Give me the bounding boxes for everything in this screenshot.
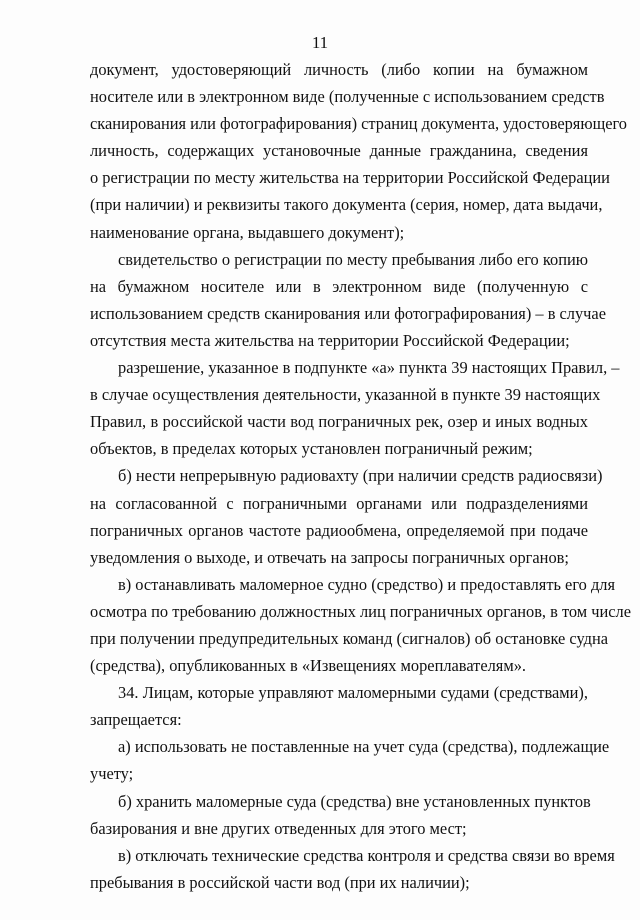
text-line: наименование органа, выдавшего документ); <box>90 222 405 242</box>
text-line: использованием средств сканирования или фотографирования) – в случае <box>90 303 606 323</box>
paragraph-item-b <box>90 788 591 842</box>
text-line: в) останавливать маломерное судно (средство) и предоставлять его для <box>118 574 615 594</box>
paragraph-stop-vessel <box>90 571 632 679</box>
text-line: личность, содержащих установочные данные гражданина, сведения <box>90 141 588 161</box>
text-line: на бумажном носителе или в электронном виде (полученную с <box>90 276 588 296</box>
text-line: разрешение, указанное в подпункте «а» пункта 39 настоящих Правил, – <box>118 358 620 378</box>
text-line: пребывания в российской части вод (при их наличии); <box>90 872 470 892</box>
text-line: б) хранить маломерные суда (средства) вне установленных пунктов <box>118 791 591 811</box>
paragraph-identity-document <box>90 56 627 246</box>
document-body <box>90 56 632 896</box>
text-line: учету; <box>90 764 134 784</box>
text-line: о регистрации по месту жительства на территории Российской Федерации <box>90 168 610 188</box>
text-line: (при наличии) и реквизиты такого документа (серия, номер, дата выдачи, <box>90 195 603 215</box>
text-line: сканирования или фотографирования) страниц документа, удостоверяющего <box>90 114 627 134</box>
text-line: базирования и вне других отведенных для этого мест; <box>90 818 467 838</box>
text-line: запрещается: <box>90 710 182 730</box>
text-line: документ, удостоверяющий личность (либо копии на бумажном <box>90 60 588 79</box>
paragraph-residence-certificate <box>90 246 606 354</box>
paragraph-permit <box>90 354 620 462</box>
text-line: а) использовать не поставленные на учет суда (средства), подлежащие <box>118 737 610 757</box>
text-line: б) нести непрерывную радиовахту (при наличии средств радиосвязи) <box>118 466 603 486</box>
text-line: Правил, в российской части вод пограничных рек, озер и иных водных <box>90 412 588 432</box>
text-line: осмотра по требованию должностных лиц пограничных органов, в том числе <box>90 601 632 621</box>
text-line: в случае осуществления деятельности, указанной в пункте 39 настоящих <box>90 385 601 405</box>
paragraph-item-v <box>90 842 615 896</box>
page-number: 11 <box>311 33 329 52</box>
text-line: пограничных органов частоте радиообмена, определяемой при подаче <box>90 520 588 540</box>
paragraph-section-34 <box>90 679 588 733</box>
text-line: уведомления о выходе, и отвечать на запросы пограничных органов; <box>90 547 569 567</box>
paragraph-radio-watch <box>90 462 603 570</box>
text-line: при получении предупредительных команд (сигналов) об остановке судна <box>90 628 608 648</box>
paragraph-item-a <box>90 733 610 787</box>
text-line: в) отключать технические средства контроля и средства связи во время <box>118 845 615 865</box>
text-line: объектов, в пределах которых установлен пограничный режим; <box>90 439 533 459</box>
text-line: на согласованной с пограничными органами или подразделениями <box>90 493 588 513</box>
text-line: свидетельство о регистрации по месту пребывания либо его копию <box>118 249 588 269</box>
text-line: (средства), опубликованных в «Извещениях мореплавателям». <box>90 656 527 676</box>
text-line: отсутствия места жительства на территории Российской Федерации; <box>90 330 570 350</box>
text-line: 34. Лицам, которые управляют маломерными судами (средствами), <box>118 683 588 703</box>
text-line: носителе или в электронном виде (полученные с использованием средств <box>90 87 605 107</box>
